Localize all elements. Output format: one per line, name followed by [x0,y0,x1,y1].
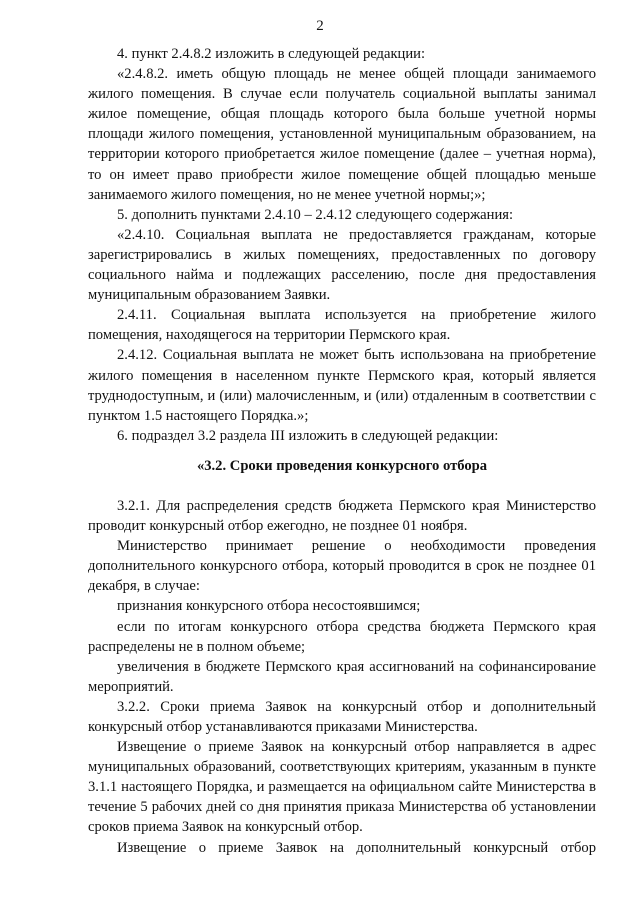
paragraph: 4. пункт 2.4.8.2 изложить в следующей редакции: [117,46,426,62]
paragraph: Министерство принимает решение о необходимости проведения дополнительного конкурсного отбора, который проводится в срок не позднее 01 декабря, в случае: [88,538,596,595]
paragraph: 6. подраздел 3.2 раздела III изложить в следующей редакции: [117,427,499,444]
paragraph: 5. дополнить пунктами 2.4.10 – 2.4.12 следующего содержания: [117,206,514,223]
paragraph: если по итогам конкурсного отбора средства бюджета Пермского края распределены не в полном объеме; [88,618,596,655]
paragraph: увеличения в бюджете Пермского края ассигнований на софинансирование мероприятий. [88,658,596,695]
paragraph: Извещение о приеме Заявок на дополнительный конкурсный отбор [117,839,596,856]
paragraph: признания конкурсного отбора несостоявшимся; [117,598,421,615]
paragraph: «2.4.8.2. иметь общую площадь не менее общей площади занимаемого жилого помещения. В случае если получатель социальной выплаты занимал жилое помещение, общая площадь которого была больше учетной нормы площади жилого помещения, установленной муниципальным образованием, на территории которого приобретается жилое помещение (далее – учетная норма), то он имеет право приобрести жилое помещение общей площадью меньше занимаемого жилого помещения, но не менее учетной нормы;»; [88,66,596,203]
paragraph: Извещение о приеме Заявок на конкурсный отбор направляется в адрес муниципальных образований, соответствующих критериям, указанным в пункте 3.1.1 настоящего Порядка, и размещается на официальном сайте Министерства в течение 5 рабочих дней со дня принятия приказа Министерства об установлении сроков приема Заявок на конкурсный отбор. [88,739,596,836]
paragraph: «2.4.10. Социальная выплата не предоставляется гражданам, которые зарегистрировались в жилых помещениях, предоставленных по договору социального найма и подлежащих расселению, после дня предоставления муниципальным образованием Заявки. [88,226,596,304]
paragraph: 3.2.1. Для распределения средств бюджета Пермского края Министерство проводит конкурсный отбор ежегодно, не позднее 01 ноября. [88,497,596,535]
paragraph: 3.2.2. Сроки приема Заявок на конкурсный отбор и дополнительный конкурсный отбор устанавливаются приказами Министерства. [88,698,596,735]
page-number: 2 [316,18,324,34]
paragraph: 2.4.11. Социальная выплата используется на приобретение жилого помещения, находящегося на территории Пермского края. [88,307,596,344]
paragraph: 2.4.12. Социальная выплата не может быть использована на приобретение жилого помещения в населенном пункте Пермского края, который является труднодоступным, и (или) малочисленным, и (или) отдаленным в соответствии с пунктом 1.5 настоящего Порядка.»; [88,347,596,424]
document-body [88,44,596,858]
section-heading: «3.2. Сроки проведения конкурсного отбора [196,457,488,474]
